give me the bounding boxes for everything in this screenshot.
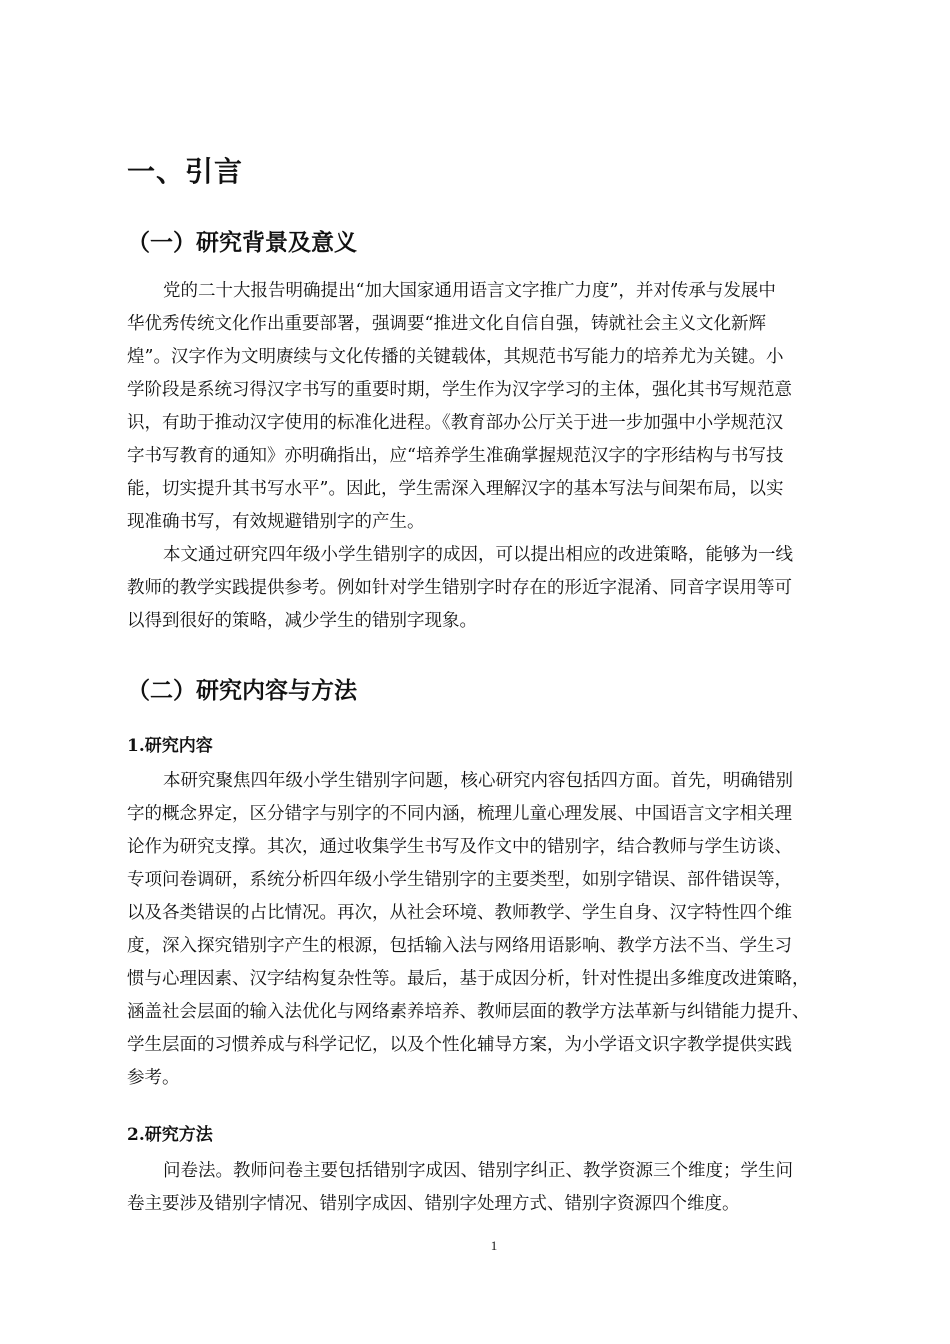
text-line: 惯与心理因素、汉字结构复杂性等。最后，基于成因分析，针对性提出多维度改进策略， <box>127 969 810 989</box>
text-line: 学阶段是系统习得汉字书写的重要时期，学生作为汉字学习的主体，强化其书写规范意 <box>127 380 792 400</box>
text-line: 学生层面的习惯养成与科学记忆，以及个性化辅导方案，为小学语文识字教学提供实践 <box>127 1035 792 1055</box>
text-line: 涵盖社会层面的输入法优化与网络素养培养、教师层面的教学方法革新与纠错能力提升、 <box>127 1002 810 1022</box>
section-heading-background: （一）研究背景及意义 <box>127 230 357 256</box>
text-line: 字的概念界定，区分错字与别字的不同内涵，梳理儿童心理发展、中国语言文字相关理 <box>127 804 792 824</box>
text-line: 华优秀传统文化作出重要部署，强调要“推进文化自信自强，铸就社会主义文化新辉 <box>127 314 766 334</box>
text-line: 能，切实提升其书写水平”。因此，学生需深入理解汉字的基本写法与间架布局，以实 <box>127 479 784 499</box>
paragraph-background-1 <box>127 275 861 539</box>
page-number: 1 <box>490 1238 498 1253</box>
text-line: 问卷法。教师问卷主要包括错别字成因、错别字纠正、教学资源三个维度；学生问 <box>163 1161 793 1181</box>
text-line: 党的二十大报告明确提出“加大国家通用语言文字推广力度”，并对传承与发展中 <box>163 281 776 301</box>
text-line: 卷主要涉及错别字情况、错别字成因、错别字处理方式、错别字资源四个维度。 <box>127 1194 740 1214</box>
text-line: 本文通过研究四年级小学生错别字的成因，可以提出相应的改进策略，能够为一线 <box>163 545 793 565</box>
paragraph-research-content <box>127 765 861 1095</box>
text-line: 度，深入探究错别字产生的根源，包括输入法与网络用语影响、教学方法不当、学生习 <box>127 936 792 956</box>
text-line: 煌”。汉字作为文明赓续与文化传播的关键载体，其规范书写能力的培养尤为关键。小 <box>127 347 784 367</box>
text-line: 识，有助于推动汉字使用的标准化进程。《教育部办公厅关于进一步加强中小学规范汉 <box>127 413 784 433</box>
text-line: 参考。 <box>127 1068 180 1088</box>
text-line: 本研究聚焦四年级小学生错别字问题，核心研究内容包括四方面。首先，明确错别 <box>163 771 793 791</box>
subsection-heading-content: 1.研究内容 <box>127 736 213 756</box>
text-line: 教师的教学实践提供参考。例如针对学生错别字时存在的形近字混淆、同音字误用等可 <box>127 578 792 598</box>
paragraph-background-2 <box>127 539 861 638</box>
text-line: 现准确书写，有效规避错别字的产生。 <box>127 512 425 532</box>
text-line: 专项问卷调研，系统分析四年级小学生错别字的主要类型，如别字错误、部件错误等， <box>127 870 792 890</box>
paragraph-research-methods <box>127 1155 861 1221</box>
chapter-heading: 一、引言 <box>127 155 244 188</box>
text-line: 以及各类错误的占比情况。再次，从社会环境、教师教学、学生自身、汉字特性四个维 <box>127 903 792 923</box>
text-line: 字书写教育的通知》亦明确指出，应“培养学生准确掌握规范汉字的字形结构与书写技 <box>127 446 784 466</box>
text-line: 论作为研究支撑。其次，通过收集学生书写及作文中的错别字，结合教师与学生访谈、 <box>127 837 792 857</box>
subsection-heading-methods: 2.研究方法 <box>127 1125 213 1145</box>
text-line: 以得到很好的策略，减少学生的错别字现象。 <box>127 611 477 631</box>
section-heading-content-methods: （二）研究内容与方法 <box>127 678 357 704</box>
